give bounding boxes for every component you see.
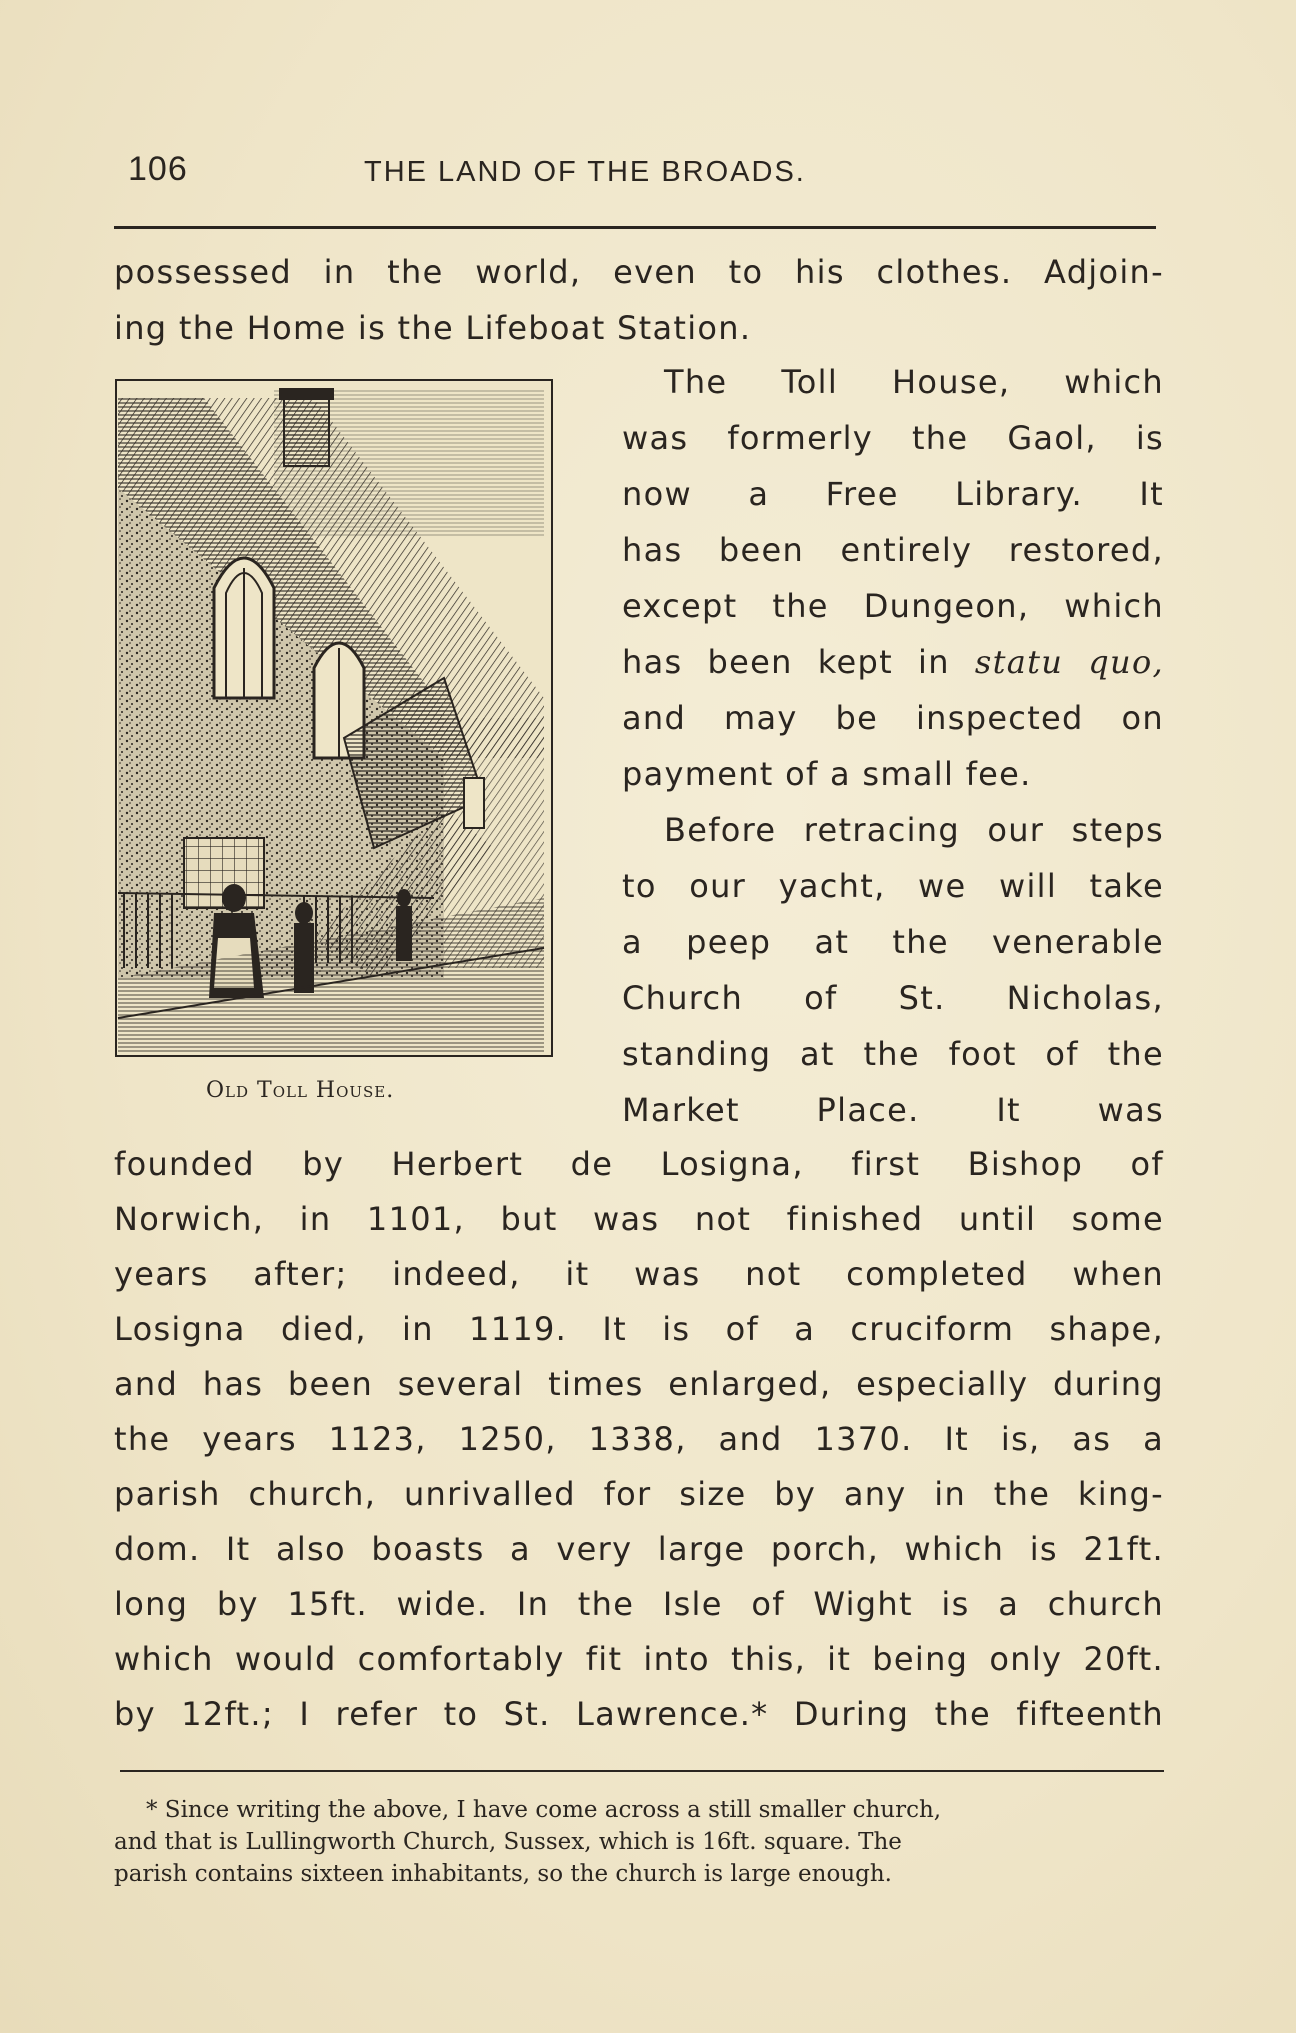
footnote-rule [120, 1770, 1164, 1772]
text-line: standing at the foot of the [622, 1035, 1164, 1073]
text-line: now a Free Library. It [622, 475, 1164, 513]
text-line: ing the Home is the Lifeboat Station. [114, 309, 752, 347]
text-line: years after; indeed, it was not completed when [114, 1255, 1164, 1293]
footnote-line: parish contains sixteen inhabitants, so the church is large enough. [114, 1861, 892, 1887]
text-line: Market Place. It was [622, 1091, 1164, 1129]
text-line: long by 15ft. wide. In the Isle of Wight is a church [114, 1585, 1164, 1623]
text-line: possessed in the world, even to his clothes. Adjoin- [114, 253, 1164, 291]
text-line: which would comfortably fit into this, it being only 20ft. [114, 1640, 1164, 1678]
text-line: to our yacht, we will take [622, 867, 1164, 905]
running-title: THE LAND OF THE BROADS. [364, 156, 806, 188]
text-line: by 12ft.; I refer to St. Lawrence.* During the fifteenth [114, 1695, 1164, 1733]
text-line [622, 634, 1164, 690]
page-number: 106 [128, 150, 188, 188]
engraving-old-toll-house [114, 378, 554, 1058]
italic-phrase: statu quo, [974, 643, 1164, 681]
text-line: dom. It also boasts a very large porch, which is 21ft. [114, 1530, 1164, 1568]
footnote-line: * Since writing the above, I have come across a still smaller church, [146, 1797, 942, 1823]
text-line: The Toll House, which [664, 363, 1164, 401]
text-line: Before retracing our steps [664, 811, 1164, 849]
text-line: and has been several times enlarged, especially during [114, 1365, 1164, 1403]
footnote-line: and that is Lullingworth Church, Sussex, which is 16ft. square. The [114, 1829, 902, 1855]
text-line: founded by Herbert de Losigna, first Bishop of [114, 1145, 1164, 1183]
text-line: parish church, unrivalled for size by any in the king- [114, 1475, 1164, 1513]
text-line: except the Dungeon, which [622, 587, 1164, 625]
text-line: the years 1123, 1250, 1338, and 1370. It is, as a [114, 1420, 1164, 1458]
text-line: and may be inspected on [622, 699, 1164, 737]
text-line: Losigna died, in 1119. It is of a cruciform shape, [114, 1310, 1164, 1348]
text-line: was formerly the Gaol, is [622, 419, 1164, 457]
text-line: has been entirely restored, [622, 531, 1164, 569]
text-line: payment of a small fee. [622, 755, 1032, 793]
text-line: Norwich, in 1101, but was not finished until some [114, 1200, 1164, 1238]
text-line: a peep at the venerable [622, 923, 1164, 961]
text-span: has been kept in [622, 643, 975, 681]
figure-caption: Old Toll House. [206, 1078, 395, 1103]
text-line: Church of St. Nicholas, [622, 979, 1164, 1017]
